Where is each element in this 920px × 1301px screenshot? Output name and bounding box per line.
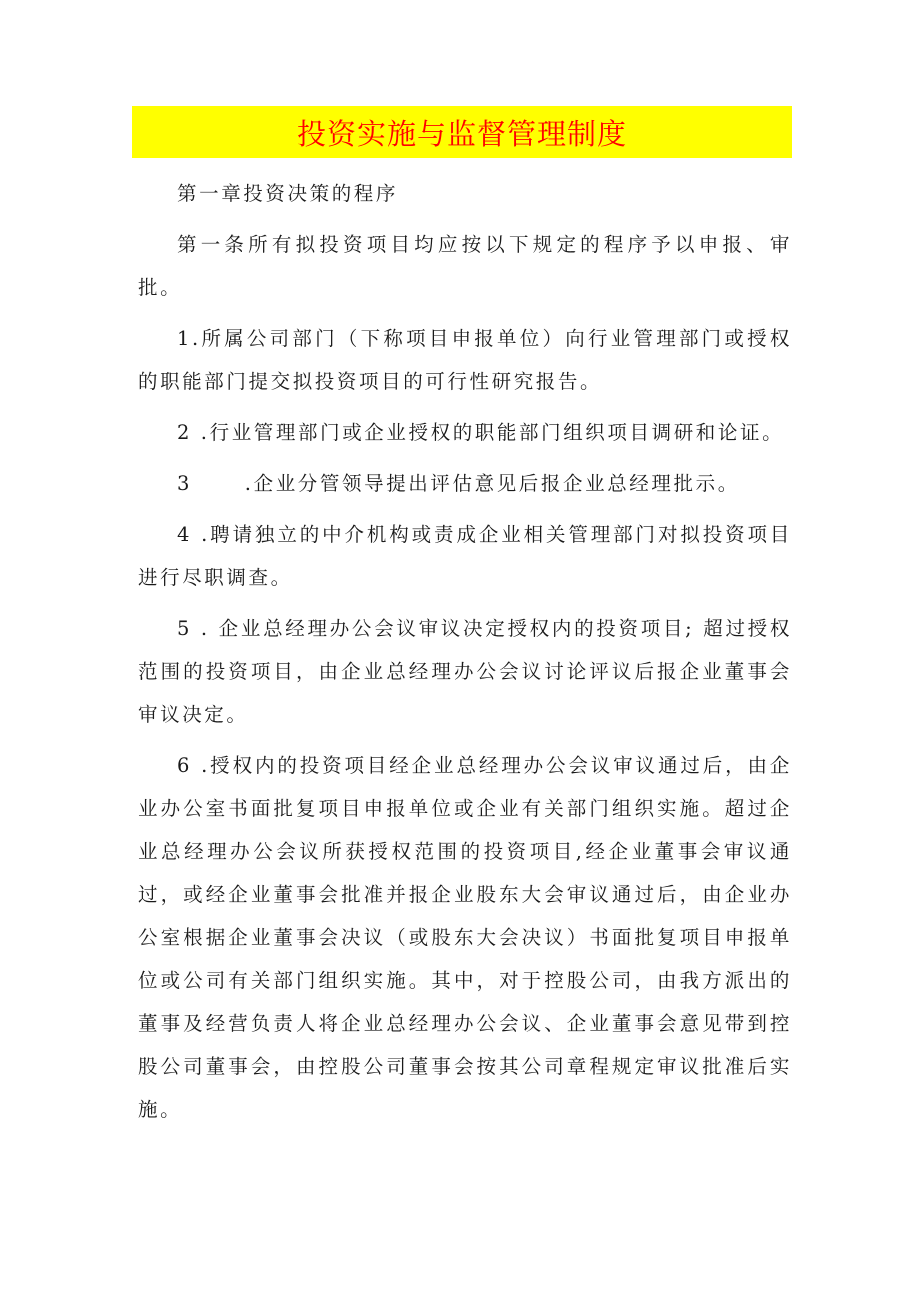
article-paragraph: 第一条所有拟投资项目均应按以下规定的程序予以申报、审批。 [138,233,792,299]
procedure-item-3: 3 .企业分管领导提出评估意见后报企业总经理批示。 [177,472,740,495]
procedure-item-2: 2 .行业管理部门或企业授权的职能部门组织项目调研和论证。 [177,421,785,444]
procedure-item-5: 5 . 企业总经理办公会议审议决定授权内的投资项目; 超过授权范围的投资项目，由企业总经理办公会议讨论评议后报企业董事会审议决定。 [138,617,792,726]
chapter-heading: 第一章投资决策的程序 [177,182,399,205]
procedure-item-4: 4 .聘请独立的中介机构或责成企业相关管理部门对拟投资项目进行尽职调查。 [138,523,792,589]
document-body [138,172,792,1132]
document-title: 投资实施与监督管理制度 [296,116,627,151]
title-highlight [132,106,792,158]
procedure-item-1: 1.所属公司部门（下称项目申报单位）向行业管理部门或授权的职能部门提交拟投资项目的可行性研究报告。 [138,327,792,393]
procedure-item-6: 6 .授权内的投资项目经企业总经理办公会议审议通过后，由企业办公室书面批复项目申报单位或企业有关部门组织实施。超过企业总经理办公会议所获授权范围的投资项目,经企业董事会审议通过，或经企业董事会批准并报企业股东大会审议通过后，由企业办公室根据企业董事会决议（或股东大会决议）书面批复项目申报单位或公司有关部门组织实施。其中，对于控股公司，由我方派出的董事及经营负责人将企业总经理办公会议、企业董事会意见带到控股公司董事会，由控股公司董事会按其公司章程规定审议批准后实施。 [138,754,792,1121]
